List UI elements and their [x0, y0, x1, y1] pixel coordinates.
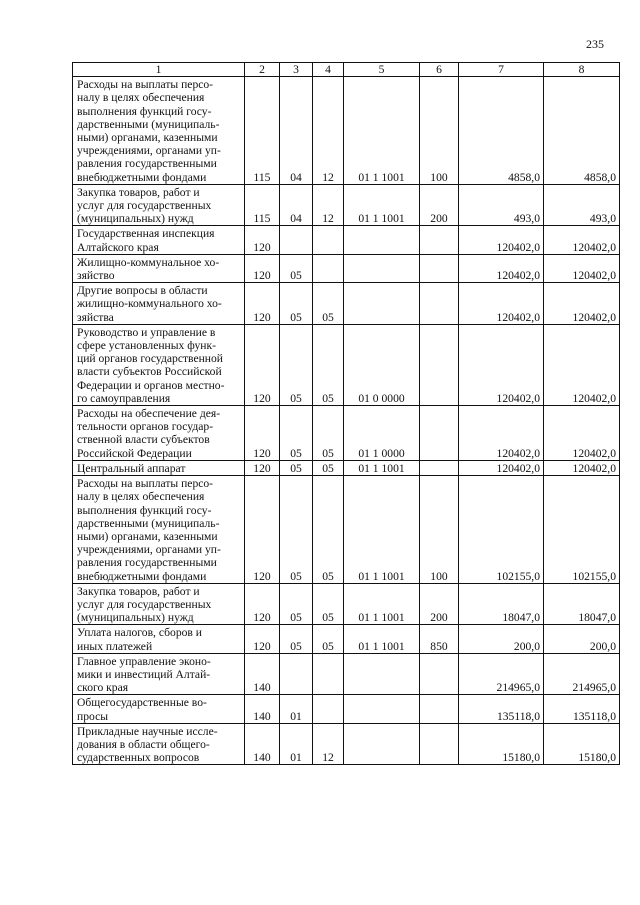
cell-expense-type — [420, 695, 459, 723]
cell-amount: 18047,0 — [459, 583, 544, 625]
table-row — [73, 723, 620, 765]
cell-target-item: 01 0 0000 — [344, 324, 420, 405]
cell-section: 05 — [280, 324, 313, 405]
cell-ministry: 120 — [245, 226, 280, 254]
cell-section: 01 — [280, 723, 313, 765]
column-header: 4 — [313, 63, 344, 77]
cell-expense-type: 100 — [420, 476, 459, 584]
cell-amount-2: 15180,0 — [544, 723, 620, 765]
cell-amount-2: 214965,0 — [544, 653, 620, 695]
row-name: Расходы на выплаты персо- налу в целях обеспечения выполнения функций госу- дарственными (муниципаль- ными) органами, казенными учреждениями, органами уп- равления государственными внебюджетными фондами — [73, 77, 245, 185]
cell-target-item — [344, 226, 420, 254]
column-header: 6 — [420, 63, 459, 77]
cell-ministry: 120 — [245, 583, 280, 625]
cell-expense-type — [420, 406, 459, 461]
cell-subsection — [313, 695, 344, 723]
table-row — [73, 406, 620, 461]
cell-section: 05 — [280, 460, 313, 475]
cell-ministry: 115 — [245, 77, 280, 185]
cell-target-item: 01 1 1001 — [344, 460, 420, 475]
column-header: 7 — [459, 63, 544, 77]
cell-amount: 120402,0 — [459, 254, 544, 282]
cell-section: 04 — [280, 77, 313, 185]
cell-expense-type: 200 — [420, 184, 459, 226]
cell-amount: 200,0 — [459, 625, 544, 653]
cell-amount: 120402,0 — [459, 324, 544, 405]
cell-section: 05 — [280, 583, 313, 625]
cell-subsection: 05 — [313, 324, 344, 405]
cell-ministry: 120 — [245, 406, 280, 461]
cell-section: 05 — [280, 283, 313, 325]
table-row — [73, 583, 620, 625]
cell-target-item: 01 1 1001 — [344, 77, 420, 185]
cell-expense-type: 100 — [420, 77, 459, 185]
cell-amount: 15180,0 — [459, 723, 544, 765]
cell-expense-type — [420, 723, 459, 765]
cell-subsection — [313, 254, 344, 282]
cell-expense-type — [420, 283, 459, 325]
cell-ministry: 120 — [245, 324, 280, 405]
header-row — [73, 63, 620, 77]
cell-section — [280, 226, 313, 254]
cell-amount-2: 4858,0 — [544, 77, 620, 185]
cell-ministry: 120 — [245, 476, 280, 584]
cell-section: 05 — [280, 476, 313, 584]
cell-amount-2: 120402,0 — [544, 406, 620, 461]
cell-section: 05 — [280, 625, 313, 653]
row-name: Общегосударственные во- просы — [73, 695, 245, 723]
page-number: 235 — [586, 37, 604, 51]
row-name: Центральный аппарат — [73, 460, 245, 475]
cell-target-item — [344, 283, 420, 325]
cell-subsection: 12 — [313, 184, 344, 226]
row-name: Закупка товаров, работ и услуг для государственных (муниципальных) нужд — [73, 184, 245, 226]
cell-amount: 4858,0 — [459, 77, 544, 185]
column-header: 3 — [280, 63, 313, 77]
cell-amount: 120402,0 — [459, 226, 544, 254]
table-row — [73, 324, 620, 405]
row-name: Расходы на выплаты персо- налу в целях обеспечения выполнения функций госу- дарственными (муниципаль- ными) органами, казенными учреждениями, органами уп- равления государственными внебюджетными фондами — [73, 476, 245, 584]
cell-target-item: 01 1 0000 — [344, 406, 420, 461]
column-header: 1 — [73, 63, 245, 77]
cell-ministry: 120 — [245, 283, 280, 325]
cell-target-item: 01 1 1001 — [344, 625, 420, 653]
cell-amount-2: 120402,0 — [544, 460, 620, 475]
table-row — [73, 254, 620, 282]
cell-target-item — [344, 254, 420, 282]
cell-expense-type: 850 — [420, 625, 459, 653]
cell-section: 05 — [280, 406, 313, 461]
cell-amount: 214965,0 — [459, 653, 544, 695]
cell-expense-type: 200 — [420, 583, 459, 625]
cell-expense-type — [420, 226, 459, 254]
table-row — [73, 625, 620, 653]
cell-amount: 102155,0 — [459, 476, 544, 584]
cell-subsection: 12 — [313, 77, 344, 185]
cell-subsection: 05 — [313, 460, 344, 475]
table-row — [73, 476, 620, 584]
table-row — [73, 77, 620, 185]
cell-expense-type — [420, 653, 459, 695]
cell-subsection: 05 — [313, 625, 344, 653]
cell-amount-2: 135118,0 — [544, 695, 620, 723]
cell-subsection: 05 — [313, 283, 344, 325]
cell-amount-2: 120402,0 — [544, 283, 620, 325]
row-name: Уплата налогов, сборов и иных платежей — [73, 625, 245, 653]
cell-expense-type — [420, 254, 459, 282]
cell-amount: 493,0 — [459, 184, 544, 226]
table-row — [73, 226, 620, 254]
cell-amount-2: 120402,0 — [544, 324, 620, 405]
budget-table — [72, 62, 620, 765]
cell-ministry: 120 — [245, 460, 280, 475]
table-row — [73, 460, 620, 475]
row-name: Жилищно-коммунальное хо- зяйство — [73, 254, 245, 282]
column-header: 2 — [245, 63, 280, 77]
cell-target-item — [344, 653, 420, 695]
row-name: Прикладные научные иссле- дования в области общего- сударственных вопросов — [73, 723, 245, 765]
cell-ministry: 120 — [245, 625, 280, 653]
cell-amount-2: 120402,0 — [544, 254, 620, 282]
cell-section: 05 — [280, 254, 313, 282]
cell-ministry: 120 — [245, 254, 280, 282]
cell-amount: 120402,0 — [459, 406, 544, 461]
row-name: Закупка товаров, работ и услуг для государственных (муниципальных) нужд — [73, 583, 245, 625]
cell-subsection: 05 — [313, 406, 344, 461]
cell-amount-2: 18047,0 — [544, 583, 620, 625]
cell-amount: 120402,0 — [459, 283, 544, 325]
cell-subsection — [313, 653, 344, 695]
cell-amount: 120402,0 — [459, 460, 544, 475]
cell-amount-2: 200,0 — [544, 625, 620, 653]
cell-target-item — [344, 723, 420, 765]
cell-subsection: 12 — [313, 723, 344, 765]
cell-amount-2: 493,0 — [544, 184, 620, 226]
cell-subsection — [313, 226, 344, 254]
cell-ministry: 115 — [245, 184, 280, 226]
row-name: Другие вопросы в области жилищно-коммунального хо- зяйства — [73, 283, 245, 325]
cell-amount-2: 120402,0 — [544, 226, 620, 254]
cell-amount: 135118,0 — [459, 695, 544, 723]
cell-expense-type — [420, 324, 459, 405]
row-name: Главное управление эконо- мики и инвестиций Алтай- ского края — [73, 653, 245, 695]
cell-ministry: 140 — [245, 695, 280, 723]
cell-target-item — [344, 695, 420, 723]
cell-target-item: 01 1 1001 — [344, 184, 420, 226]
table-row — [73, 695, 620, 723]
cell-section: 01 — [280, 695, 313, 723]
row-name: Расходы на обеспечение дея- тельности органов государ- ственной власти субъектов Российской Федерации — [73, 406, 245, 461]
cell-subsection: 05 — [313, 583, 344, 625]
column-header: 8 — [544, 63, 620, 77]
column-header: 5 — [344, 63, 420, 77]
cell-section: 04 — [280, 184, 313, 226]
cell-expense-type — [420, 460, 459, 475]
row-name: Руководство и управление в сфере установленных функ- ций органов государственной власти субъектов Российской Федерации и органов местно- го самоуправления — [73, 324, 245, 405]
cell-amount-2: 102155,0 — [544, 476, 620, 584]
cell-subsection: 05 — [313, 476, 344, 584]
cell-target-item: 01 1 1001 — [344, 583, 420, 625]
cell-ministry: 140 — [245, 723, 280, 765]
table-row — [73, 653, 620, 695]
table-row — [73, 283, 620, 325]
cell-ministry: 140 — [245, 653, 280, 695]
cell-section — [280, 653, 313, 695]
cell-target-item: 01 1 1001 — [344, 476, 420, 584]
row-name: Государственная инспекция Алтайского края — [73, 226, 245, 254]
table-row — [73, 184, 620, 226]
